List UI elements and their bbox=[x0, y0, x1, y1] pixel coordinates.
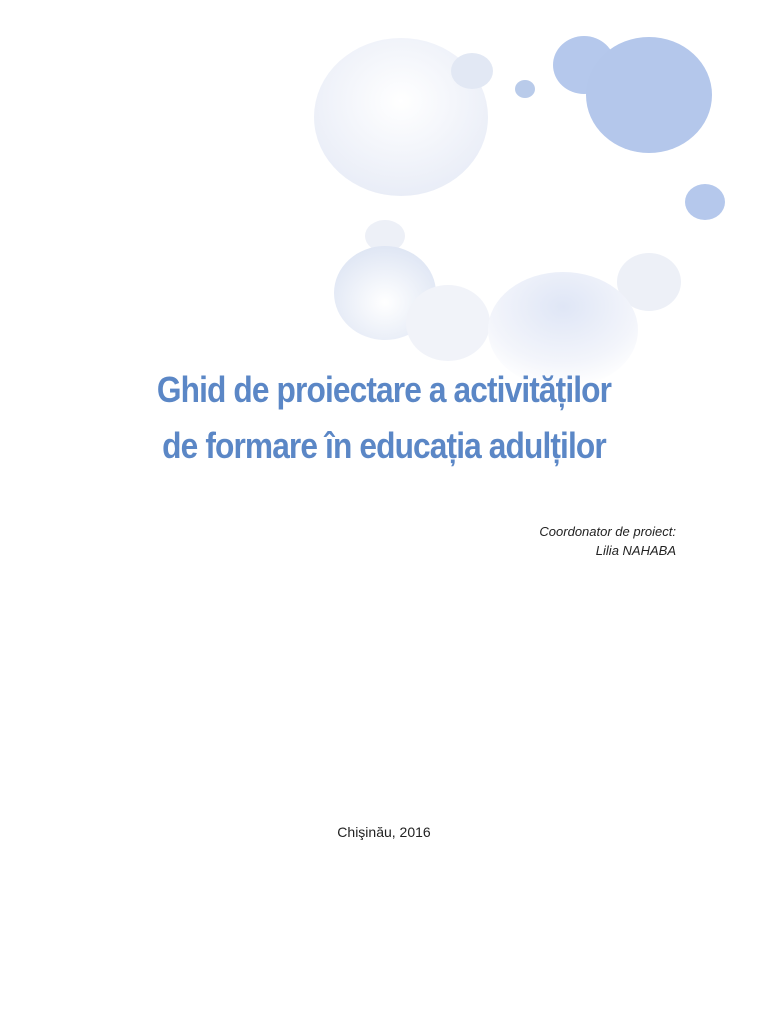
decorative-bubbles bbox=[0, 0, 768, 400]
title-line-1: Ghid de proiectare a activităților bbox=[156, 369, 612, 410]
coordinator-label: Coordonator de proiect: bbox=[539, 524, 676, 539]
place-year: Chişinău, 2016 bbox=[337, 824, 431, 840]
bubble-tiny-blue bbox=[515, 80, 535, 98]
document-title bbox=[46, 362, 722, 474]
bubble-small-blue bbox=[685, 184, 725, 220]
bubble-big-blue bbox=[586, 37, 712, 153]
bubble-lower-mid bbox=[406, 285, 490, 361]
bubble-small-faint bbox=[451, 53, 493, 89]
coordinator-name: Lilia NAHABA bbox=[595, 543, 676, 558]
coordinator-block bbox=[539, 522, 676, 560]
title-line-2: de formare în educația adulților bbox=[162, 425, 606, 466]
